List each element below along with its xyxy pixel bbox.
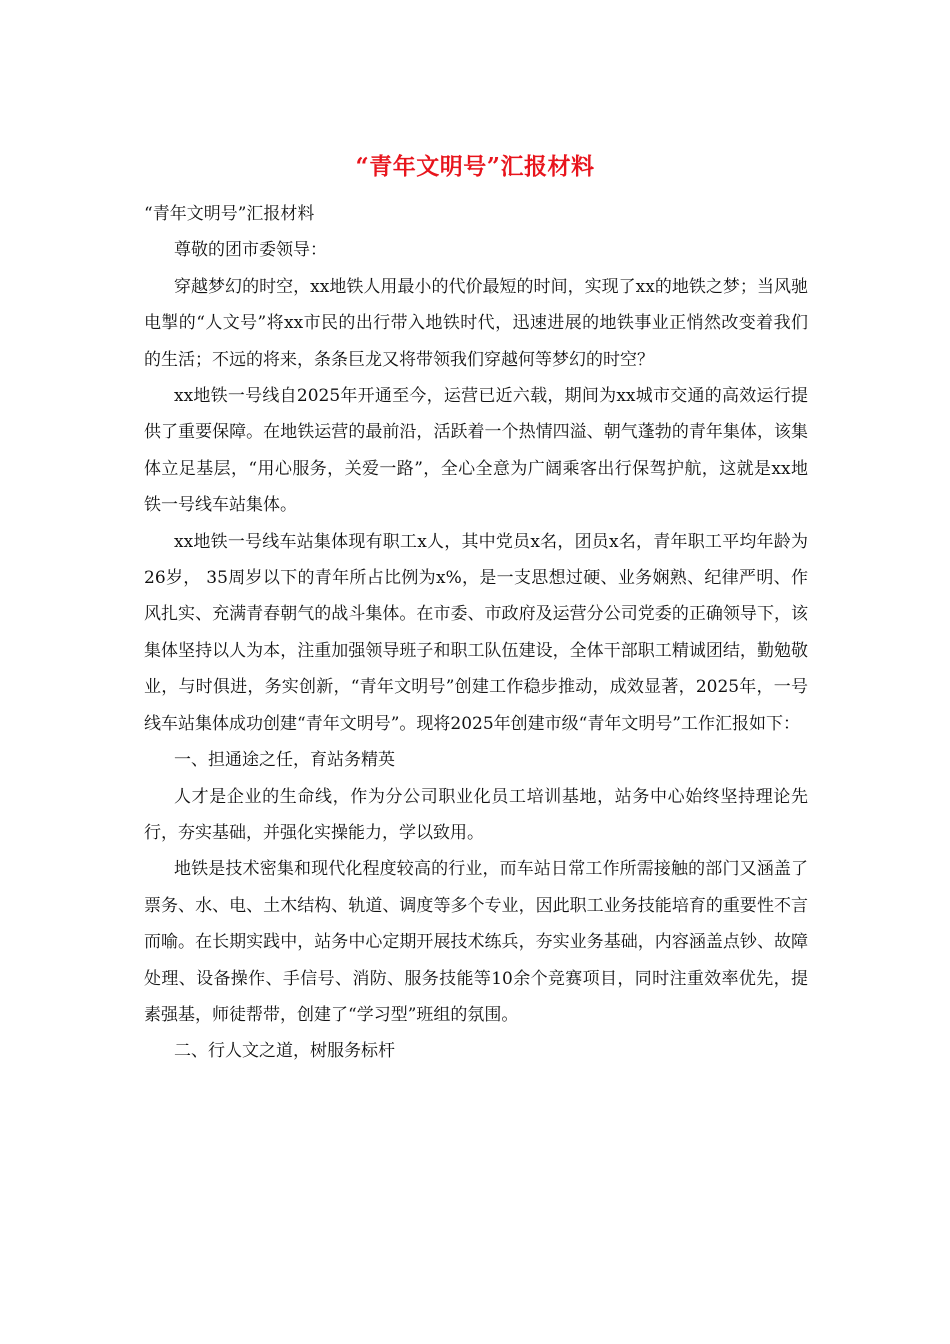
background-paragraph: xx地铁一号线自2025年开通至今，运营已近六载，期间为xx城市交通的高效运行提供了重要保障。在地铁运营的最前沿，活跃着一个热情四溢、朝气蓬勃的青年集体，该集体立足基层，“用心服务，关爱一路”，全心全意为广阔乘客出行保驾护航，这就是xx地铁一号线车站集体。: [144, 386, 808, 516]
salutation-paragraph: 尊敬的团市委领导：: [174, 240, 327, 261]
document-title: “青年文明号”汇报材料: [355, 153, 595, 180]
intro-paragraph: 穿越梦幻的时空，xx地铁人用最小的代价最短的时间，实现了xx的地铁之梦；当风驰电掣的“人文号”将xx市民的出行带入地铁时代，迅速进展的地铁事业正悄然改变着我们的生活；不远的将来，条条巨龙又将带领我们穿越何等梦幻的时空？: [144, 276, 808, 370]
section-heading-2: 二、行人文之道，树服务标杆: [174, 1041, 395, 1062]
talent-paragraph: 人才是企业的生命线，作为分公司职业化员工培训基地，站务中心始终坚持理论先行，夯实基础，并强化实操能力，学以致用。: [144, 786, 808, 843]
document-body: [144, 196, 808, 1070]
team-paragraph: xx地铁一号线车站集体现有职工x人，其中党员x名，团员x名，青年职工平均年龄为26岁， 35周岁以下的青年所占比例为x%，是一支思想过硬、业务娴熟、纪律严明、作风扎实、充满青春朝气的战斗集体。在市委、市政府及运营分公司党委的正确领导下，该集体坚持以人为本，注重加强领导班子和职工队伍建设，全体干部职工精诚团结，勤勉敬业，与时俱进，务实创新，“青年文明号”创建工作稳步推动，成效显著，2025年，一号线车站集体成功创建“青年文明号”。现将2025年创建市级“青年文明号”工作汇报如下：: [144, 531, 808, 734]
training-paragraph: 地铁是技术密集和现代化程度较高的行业，而车站日常工作所需接触的部门又涵盖了票务、水、电、土木结构、轨道、调度等多个专业，因此职工业务技能培育的重要性不言而喻。在长期实践中，站务中心定期开展技术练兵，夯实业务基础，内容涵盖点钞、故障处理、设备操作、手信号、消防、服务技能等10余个竞赛项目，同时注重效率优先，提素强基，师徒帮带，创建了“学习型”班组的氛围。: [144, 859, 808, 1025]
section-heading-1: 一、担通途之任，育站务精英: [174, 750, 395, 771]
subtitle-paragraph: “青年文明号”汇报材料: [144, 204, 315, 224]
